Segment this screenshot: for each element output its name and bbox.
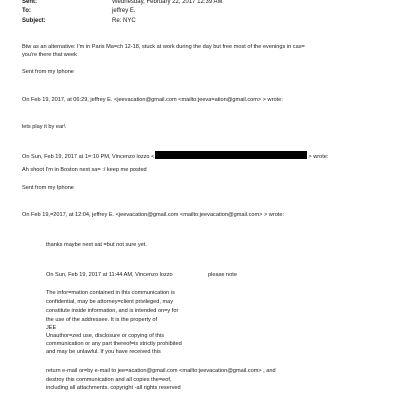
quote-header-3: On Feb 19,=2017, at 12:04, jeffrey E. <jeevacation@gmail.com <mailto:jeevacation@gmail.com> > wrote:	[22, 212, 285, 218]
signature-1: Sent from my Iphone	[22, 69, 74, 75]
quote-header-2-end: > wrote:	[308, 154, 329, 160]
to-label: To:	[22, 8, 31, 14]
closing-line: including all attachments. copyright -all rights reserved	[46, 385, 181, 391]
disclaimer-line: the use of the addressee. It is the property of	[46, 317, 158, 323]
to-value: jeffrey E.	[112, 8, 136, 14]
sent-value: Wednesday, February 22, 2017 12:39 AM	[112, 0, 223, 5]
disclaimer-line: Unauthor=zed use, disclosure or copying of this	[46, 333, 165, 339]
subject-value: Re: NYC	[112, 18, 136, 24]
quote-header-4: On Sun, Feb 19, 2017 at 11:44 AM, Vincenzo lozzo	[46, 272, 173, 278]
disclaimer-line: communication or any part thereof=is strictly prohibited	[46, 341, 182, 347]
quote-header-2	[22, 151, 328, 161]
sent-label: Sent:	[22, 0, 37, 5]
quote-note: please note	[208, 272, 237, 278]
subject-label: Subject:	[22, 18, 46, 24]
disclaimer-line: constitute inside information, and is intended on=y for	[46, 308, 179, 314]
reply-3: thanks maybe next sat =but not sure yet.	[46, 242, 147, 248]
redaction-bar	[155, 151, 307, 159]
quote-header-1: On Feb 19, 2017, at 06:29, jeffrey E. <jeevacation@gmail.com <mailto:jeeva=ation@gmail.com> > wrote:	[22, 97, 283, 103]
reply-2: Ah shoot I'm in Boston next sa= :/ keep me posted	[22, 167, 147, 173]
reply-1: lets play it by ear\	[22, 124, 66, 130]
closing-line: destroy this communication and all copies the=eof,	[46, 377, 172, 383]
body-line-2: you're there that week	[22, 52, 77, 58]
quote-header-2-start: On Sun, Feb 19, 2017 at 1=:10 PM, Vincenzo lozzo <	[22, 154, 155, 160]
signature-2: Sent from my Iphone	[22, 185, 74, 191]
disclaimer-line: The infor=mation contained in this communication is	[46, 290, 175, 296]
disclaimer-line: JEE	[46, 325, 57, 331]
closing-line: return e-mail or=by e-mail to jee=acation@gmail.com <mailto:jeevacation@gmail.com> , and	[46, 368, 276, 374]
disclaimer-line: and may be unlawful. If you have received this	[46, 349, 161, 355]
disclaimer-line: confidential, may be attorney=client privileged, may	[46, 299, 174, 305]
body-line-1: Btw as an alternative: I'm in Paris Ma=ch 12-18, stuck at work during the day but free most of the evenings in cas=	[22, 44, 305, 50]
